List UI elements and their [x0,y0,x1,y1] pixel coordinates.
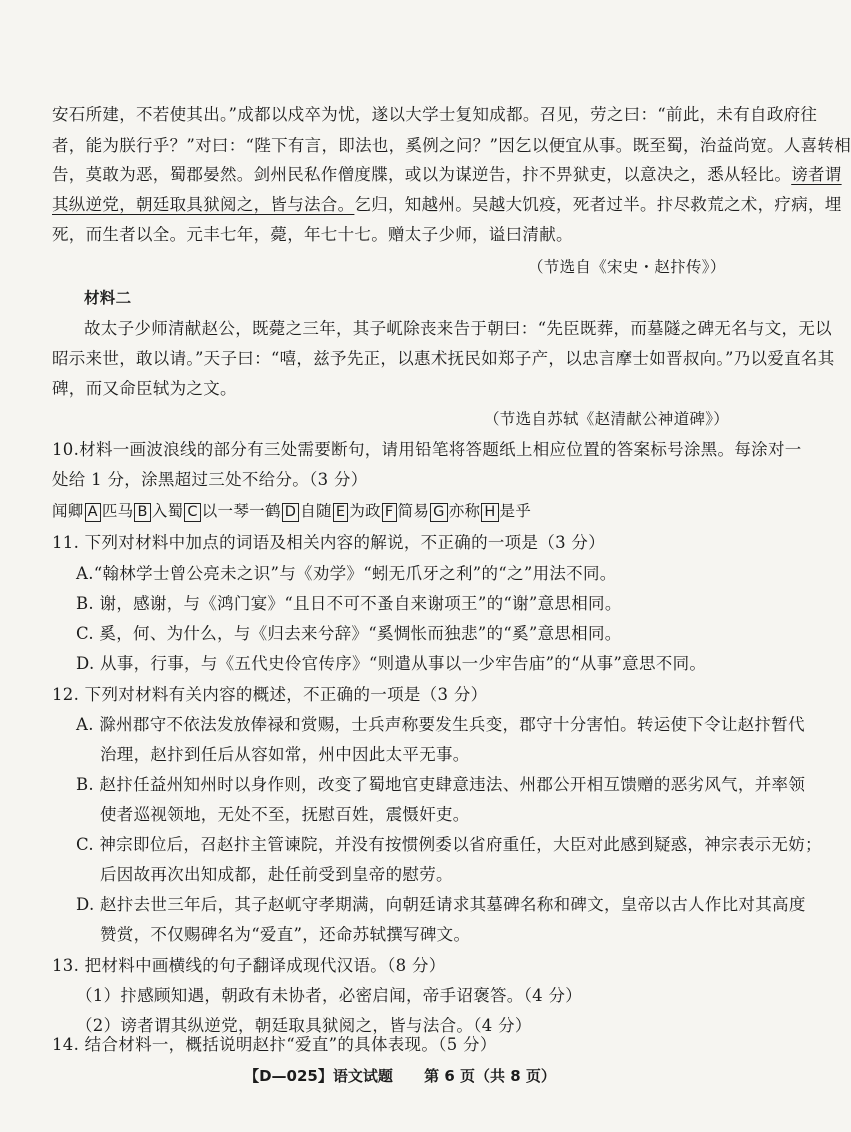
passage2-heading: 材料二 [84,288,132,307]
passage2-line-3: 碑，而又命臣轼为之文。 [52,379,237,398]
q10-segment: 以一琴一鹤 [201,502,281,520]
q13-item-1: （1）抃感顾知遇，朝政有未协者，必密启闻，帝手诏褒答。（4 分） [76,986,583,1005]
q14-stem: 14. 结合材料一，概括说明赵抃“爱直”的具体表现。（5 分） [52,1035,497,1054]
underlined-sentence-part-1: 谤者谓 [791,165,842,184]
passage1-line-3-text: 告，莫敢为恶，蜀郡晏然。剑州民私作僧度牒，或以为谋逆告，抃不畀狱吏，以意决之，悉从轻比。 [52,165,792,184]
q10-sentence-with-marks [52,500,531,522]
q11-option-b: B. 谢，感谢，与《鸿门宴》“且日不可不蚤自来谢项王”的“谢”意思相同。 [76,594,622,613]
passage2-line-1: 故太子少师清献赵公，既薨之三年，其子屼除丧来告于朝曰：“先臣既葬，而墓隧之碑无名与文，无以 [84,319,832,338]
q10-segment: 是乎 [499,502,532,520]
q12-option-d-line-2: 赞赏，不仅赐碑名为“爱直”，还命苏轼撰写碑文。 [100,925,471,944]
q11-option-d: D. 从事，行事，与《五代史伶官传序》“则遣从事以一少牢告庙”的“从事”意思不同。 [76,654,707,673]
q12-option-b-line-1: B. 赵抃任益州知州时以身作则，改变了蜀地官吏肆意违法、州郡公开相互馈赠的恶劣风气，并率领 [76,775,806,794]
q10-segment: 自随 [300,502,332,520]
break-mark-d: D [282,503,299,522]
page-number: 第 6 页（共 8 页） [424,1067,556,1085]
q13-item-2: （2）谤者谓其纵逆党，朝廷取具狱阅之，皆与法合。（4 分） [76,1016,532,1035]
break-mark-f: F [382,503,397,522]
q10-segment: 为政 [349,502,381,520]
q11-stem: 11. 下列对材料中加点的词语及相关内容的解说，不正确的一项是（3 分） [52,533,606,552]
passage2-line-2: 昭示来世，敢以请。”天子曰：“嘻，兹予先正，以惠术抚民如郑子产，以忠言摩士如晋叔向。”乃以爱直名其 [52,349,835,368]
passage1-line-2: 者，能为朕行乎？”对曰：“陛下有言，即法也，奚例之问？”因乞以便宜从事。既至蜀，治益尚宽。人喜转相 [52,136,851,155]
q10-stem-line-1: 10.材料一画波浪线的部分有三处需要断句，请用铅笔将答题纸上相应位置的答案标号涂黑。每涂对一 [52,440,802,459]
passage1-line-3 [52,164,842,186]
q13-stem: 13. 把材料中画横线的句子翻译成现代汉语。（8 分） [52,956,446,975]
q10-segment: 亦称 [448,502,481,520]
exam-code: 【D—025】语文试题 [244,1067,393,1085]
break-mark-c: C [184,503,200,522]
q12-option-c-line-2: 后因故再次出知成都，赴任前受到皇帝的慰劳。 [100,865,453,884]
break-mark-h: H [481,503,498,522]
passage1-line-4-rest: 乞归，知越州。吴越大饥疫，死者过半。抃尽救荒之术，疗病，埋 [354,195,842,214]
break-mark-b: B [134,503,150,522]
break-mark-e: E [333,503,348,522]
break-mark-a: A [85,503,101,522]
q12-option-b-line-2: 使者巡视领地，无处不至，抚慰百姓，震慑奸吏。 [100,805,470,824]
passage1-source: （节选自《宋史・赵抃传》） [528,258,726,276]
break-mark-g: G [430,503,448,522]
passage1-line-1: 安石所建，不若使其出。”成都以戍卒为忧，遂以大学士复知成都。召见，劳之曰：“前此，未有自政府往 [52,105,818,124]
q11-option-c: C. 奚，何、为什么，与《归去来兮辞》“奚惆怅而独悲”的“奚”意思相同。 [76,624,622,643]
q12-option-c-line-1: C. 神宗即位后，召赵抃主管谏院，并没有按惯例委以省府重任，大臣对此感到疑惑，神宗表示无妨； [76,835,822,854]
page-footer [0,1065,800,1086]
q10-stem-line-2: 处给 1 分，涂黑超过三处不给分。（3 分） [52,470,368,489]
q12-stem: 12. 下列对材料有关内容的概述，不正确的一项是（3 分） [52,685,488,704]
q10-segment: 入蜀 [151,502,184,520]
q10-segment: 闻卿 [52,502,84,520]
q10-segment: 简易 [397,502,430,520]
q12-option-a-line-1: A. 滁州郡守不依法发放俸禄和赏赐，士兵声称要发生兵变，郡守十分害怕。转运使下令让赵抃暂代 [76,715,805,734]
passage2-source: （节选自苏轼《赵清献公神道碑》） [484,410,730,428]
q11-option-a: A.“翰林学士曾公亮未之识”与《劝学》“蚓无爪牙之利”的“之”用法不同。 [76,564,617,583]
underlined-sentence-part-2: 其纵逆党，朝廷取具狱阅之，皆与法合。 [52,195,355,214]
passage1-line-5: 死，而生者以全。元丰七年，薨，年七十七。赠太子少师，谥曰清献。 [52,225,573,244]
q12-option-d-line-1: D. 赵抃去世三年后，其子赵屼守孝期满，向朝廷请求其墓碑名称和碑文，皇帝以古人作比对其高度 [76,895,806,914]
passage1-line-4 [52,194,842,216]
q12-option-a-line-2: 治理，赵抃到任后从容如常，州中因此太平无事。 [100,745,470,764]
q10-segment: 匹马 [101,502,134,520]
